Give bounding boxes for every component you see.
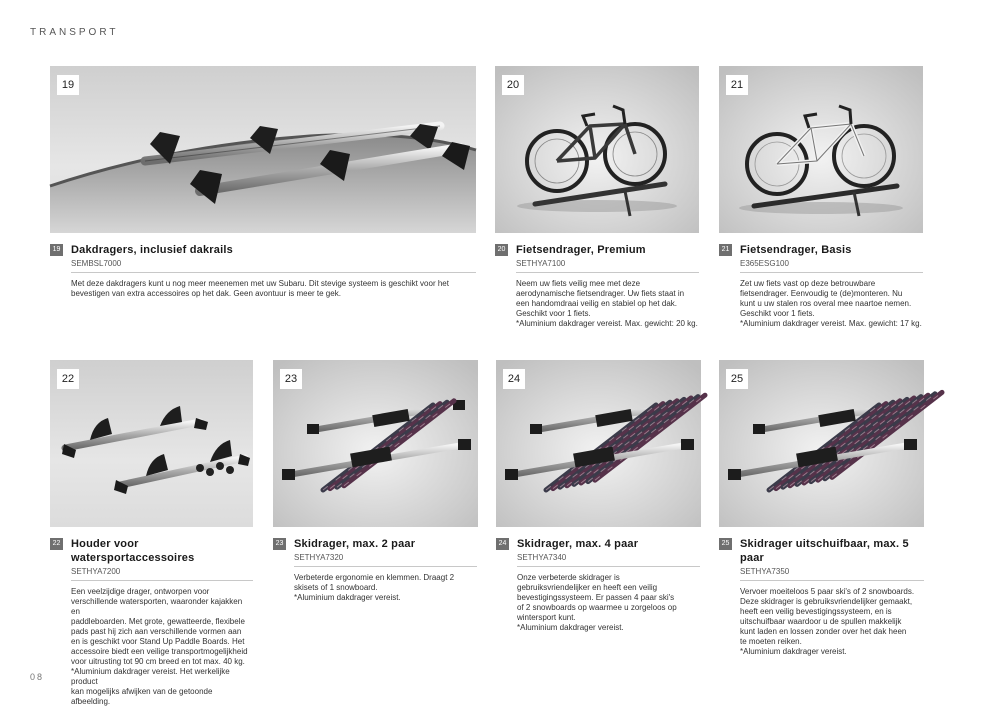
product-description	[71, 587, 253, 707]
product-number-badge: 19	[57, 75, 79, 95]
description-line: *Aluminium dakdrager vereist. Max. gewicht: 17 kg.	[740, 319, 922, 328]
kayak-carrier-photo	[50, 360, 253, 527]
product-number-marker: 19	[50, 244, 63, 256]
ski-carrier-photo	[496, 360, 700, 527]
product-title: Houder voor watersportaccessoires	[71, 538, 195, 564]
divider	[740, 272, 923, 273]
description-line: uitschuifbaar waardoor u de spullen makkelijk	[740, 617, 902, 626]
product-title: Skidrager, max. 4 paar	[517, 538, 639, 550]
description-line: Onze verbeterde skidrager is	[517, 573, 620, 582]
product-number-badge: 22	[57, 369, 79, 389]
description-line: voor uitrusting tot 90 cm breed en tot max. 40 kg.	[71, 657, 245, 666]
divider	[740, 580, 924, 581]
product-description	[71, 279, 476, 299]
description-line: Neem uw fiets veilig mee met deze	[516, 279, 641, 288]
product-title: Skidrager, max. 2 paar	[294, 538, 416, 550]
product-description	[516, 279, 699, 329]
description-line: Verbeterde ergonomie en klemmen. Draagt 2	[294, 573, 455, 582]
description-line: *Aluminium dakdrager vereist. Max. gewicht: 20 kg.	[516, 319, 698, 328]
description-line: Geschikt voor 1 fiets.	[516, 309, 591, 318]
description-line: een handomdraai veilig en stabiel op het dak.	[516, 299, 677, 308]
product-description	[517, 573, 700, 633]
product-card	[719, 360, 924, 657]
product-card	[719, 66, 923, 329]
product-card	[273, 360, 477, 603]
description-line: Deze skidrager is gebruiksvriendelijker gemaakt,	[740, 597, 913, 606]
product-number-marker: 20	[495, 244, 508, 256]
description-line: *Aluminium dakdrager vereist.	[294, 593, 401, 602]
product-description	[294, 573, 477, 603]
product-title: Skidrager uitschuifbaar, max. 5 paar	[740, 538, 909, 564]
description-line: *Aluminium dakdrager vereist. Het werkelijke product	[71, 667, 230, 686]
product-number-badge: 21	[726, 75, 748, 95]
product-title: Fietsendrager, Premium	[516, 244, 646, 256]
product-code: SETHYA7350	[740, 567, 790, 576]
roof-rack-photo	[50, 66, 476, 233]
bike-carrier-photo	[719, 66, 923, 233]
divider	[71, 580, 253, 581]
page-number: 08	[30, 672, 45, 682]
description-line: Zet uw fiets vast op deze betrouwbare	[740, 279, 876, 288]
divider	[516, 272, 699, 273]
divider	[517, 566, 700, 567]
product-number-marker: 23	[273, 538, 286, 550]
product-title: Fietsendrager, Basis	[740, 244, 852, 256]
description-line: fietsendrager. Eenvoudig te (de)monteren. Nu	[740, 289, 903, 298]
description-line: aerodynamische fietsendrager. Uw fiets staat in	[516, 289, 685, 298]
description-line: kunt u uw stalen ros overal mee naartoe nemen.	[740, 299, 912, 308]
description-line: Geschikt voor 1 fiets.	[740, 309, 815, 318]
product-code: SEMBSL7000	[71, 259, 122, 268]
product-number-badge: 20	[502, 75, 524, 95]
description-line: accessoire biedt een veilige transportmogelijkheid	[71, 647, 248, 656]
product-number-badge: 25	[726, 369, 748, 389]
description-line: te moeten reiken.	[740, 637, 802, 646]
description-line: en is geschikt voor Stand Up Paddle Boards. Het	[71, 637, 245, 646]
divider	[71, 272, 476, 273]
product-number-badge: 24	[503, 369, 525, 389]
description-line: Vervoer moeiteloos 5 paar ski's of 2 snowboards.	[740, 587, 915, 596]
description-line: wintersport kunt.	[517, 613, 576, 622]
product-number-badge: 23	[280, 369, 302, 389]
product-number-marker: 25	[719, 538, 732, 550]
ski-carrier-photo	[273, 360, 477, 527]
description-line: paddleboarden. Met grote, gewatteerde, flexibele	[71, 617, 245, 626]
description-line: of 2 snowboards op waarmee u zorgeloos op	[517, 603, 677, 612]
product-title: Dakdragers, inclusief dakrails	[71, 244, 233, 256]
bike-carrier-photo	[495, 66, 699, 233]
product-card	[495, 66, 699, 329]
description-line: gebruiksvriendelijker en heeft een veilig	[517, 583, 658, 592]
description-line: kunt laden en lossen zonder over het dak heen	[740, 627, 907, 636]
product-card	[50, 66, 476, 299]
product-code: SETHYA7200	[71, 567, 121, 576]
product-description	[740, 587, 924, 657]
description-line: verschillende watersporten, waaronder kajakken en	[71, 597, 243, 616]
description-line: Met deze dakdragers kunt u nog meer meenemen met uw Subaru. Dit stevige systeem is geschikt voor het	[71, 279, 449, 288]
product-number-marker: 24	[496, 538, 509, 550]
product-card	[496, 360, 700, 633]
description-line: skisets of 1 snowboard.	[294, 583, 378, 592]
ski-carrier-photo	[719, 360, 924, 527]
description-line: heeft een veilig bevestigingssysteem, en is	[740, 607, 892, 616]
description-line: *Aluminium dakdrager vereist.	[740, 647, 847, 656]
description-line: *Aluminium dakdrager vereist.	[517, 623, 624, 632]
product-code: SETHYA7340	[517, 553, 567, 562]
description-line: bevestigingssysteem. Er passen 4 paar ski's	[517, 593, 675, 602]
product-description	[740, 279, 923, 329]
product-number-marker: 22	[50, 538, 63, 550]
description-line: Een veelzijdige drager, ontworpen voor	[71, 587, 210, 596]
description-line: pads past hij zich aan verschillende vormen aan	[71, 627, 242, 636]
description-line: bevestigen van extra accessoires op het dak. Geen avontuur is meer te gek.	[71, 289, 341, 298]
divider	[294, 566, 477, 567]
product-code: SETHYA7100	[516, 259, 566, 268]
description-line: kan mogelijks afwijken van de getoonde afbeelding.	[71, 687, 213, 706]
product-code: E365ESG100	[740, 259, 789, 268]
section-header: TRANSPORT	[30, 27, 119, 38]
product-card	[50, 360, 253, 707]
product-code: SETHYA7320	[294, 553, 344, 562]
product-number-marker: 21	[719, 244, 732, 256]
